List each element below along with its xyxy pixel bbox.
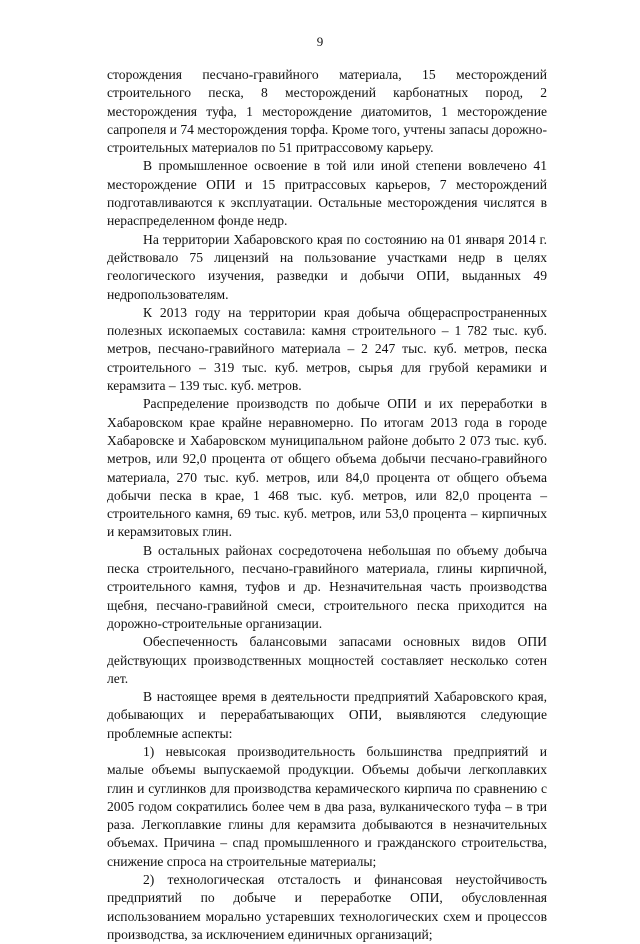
paragraph-extraction-volumes: К 2013 году на территории края добыча общераспространенных полезных ископаемых составила: камня строительного – 1 782 тыс. куб. метров, песчано-гравийного материала – 2 247 тыс. куб. метров, песка строительного – 319 тыс. куб. метров, сырья для грубой керамики и керамзита – 139 тыс. куб. метров. [107,304,547,394]
paragraph-problem-2: 2) технологическая отсталость и финансовая неустойчивость предприятий по добыче и переработке ОПИ, обусловленная использованием морально устаревших технологических схем и процессов производства, за исключением единичных организаций; [107,872,547,942]
paragraph-distribution: Распределение производств по добыче ОПИ и их переработки в Хабаровском крае крайне неравномерно. По итогам 2013 года в городе Хабаровске и Хабаровском муниципальном районе добыто 2 073 тыс. куб. метров, или 92,0 процента от общего объема добычи песчано-гравийного материала, 270 тыс. куб. метров, или 84,0 процента от общего объема добычи песка в крае, 1 468 тыс. куб. метров, или 82,0 процента – строительного камня, 69 тыс. куб. метров, или 53,0 процента – кирпичных и керамзитовых глин. [107,396,547,540]
paragraph-reserves: Обеспеченность балансовыми запасами основных видов ОПИ действующих производственных мощностей составляет несколько сотен лет. [107,634,547,686]
page-number: 9 [316,34,324,49]
paragraph-continuation: сторождения песчано-гравийного материала, 15 месторождений строительного песка, 8 месторождений карбонатных пород, 2 месторождения туфа, 1 месторождение диатомитов, 1 месторождение сапропеля и 74 месторождения торфа. Кроме того, учтены запасы дорожно-строительных материалов по 51 притрассовому карьеру. [107,67,547,156]
paragraph-problem-intro: В настоящее время в деятельности предприятий Хабаровского края, добывающих и перерабатывающих ОПИ, выявляются следующие проблемные аспекты: [107,689,547,741]
document-body [107,66,547,944]
paragraph-problem-1: 1) невысокая производительность большинства предприятий и малые объемы выпускаемой продукции. Объемы добычи легкоплавких глин и суглинков для производства керамического кирпича по сравнению с 2005 годом сократились более чем в два раза, вулканического туфа – в три раза. Легкоплавкие глины для керамзита добываются в незначительных объемах. Причина – спад промышленного и гражданского строительства, снижение спроса на строительные материалы; [107,743,547,869]
paragraph-licenses: На территории Хабаровского края по состоянию на 01 января 2014 г. действовало 75 лицензий на пользование участками недр в целях геологического изучения, разведки и добычи ОПИ, выданных 49 недропользователям. [107,231,547,302]
paragraph-other-districts: В остальных районах сосредоточена небольшая по объему добыча песка строительного, песчано-гравийного материала, глины кирпичной, строительного камня, туфов и др. Незначительная часть производства щебня, песчано-гравийной смеси, строительного песка приходится на дорожно-строительные организации. [107,542,547,631]
paragraph-industrial-development: В промышленное освоение в той или иной степени вовлечено 41 месторождение ОПИ и 15 притрассовых карьеров, 7 месторождений подготавливаются к эксплуатации. Остальные месторождения числятся в нераспределенном фонде недр. [107,158,547,229]
